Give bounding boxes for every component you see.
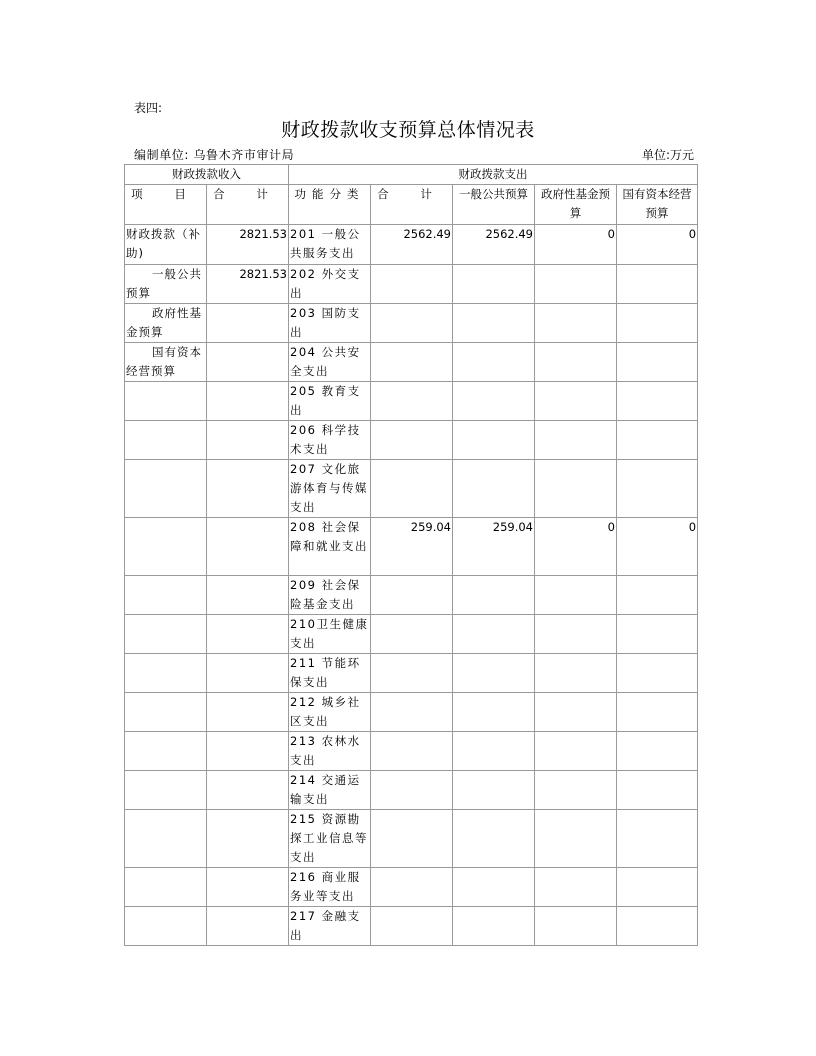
expense-general-cell: [453, 654, 535, 693]
expense-capital-cell: [617, 576, 698, 615]
expense-capital-cell: [617, 868, 698, 907]
column-header-item: 项 目: [125, 185, 207, 225]
column-header-function-class: 功能分类: [289, 185, 371, 225]
expense-function-cell: 210卫生健康支出: [289, 615, 371, 654]
income-total-cell: [207, 460, 289, 518]
expense-function-cell: 214 交通运输支出: [289, 771, 371, 810]
income-item-cell: [125, 868, 207, 907]
expense-total-cell: [371, 907, 453, 946]
expense-total-cell: [371, 460, 453, 518]
expense-fund-cell: [535, 693, 617, 732]
expense-capital-cell: [617, 304, 698, 343]
table-row: [125, 421, 698, 460]
expense-total-cell: [371, 343, 453, 382]
expense-total-cell: [371, 382, 453, 421]
expense-capital-cell: 0: [617, 518, 698, 576]
expense-general-cell: [453, 615, 535, 654]
expense-total-cell: 259.04: [371, 518, 453, 576]
expense-fund-cell: [535, 343, 617, 382]
income-total-cell: [207, 304, 289, 343]
unit-label: 单位:万元: [641, 148, 694, 162]
income-total-cell: [207, 576, 289, 615]
expense-general-cell: [453, 576, 535, 615]
expense-function-cell: 204 公共安全支出: [289, 343, 371, 382]
expense-total-cell: [371, 732, 453, 771]
income-total-cell: [207, 421, 289, 460]
expense-general-cell: [453, 868, 535, 907]
expense-capital-cell: 0: [617, 225, 698, 265]
income-total-cell: [207, 615, 289, 654]
expense-fund-cell: [535, 304, 617, 343]
expense-general-cell: [453, 771, 535, 810]
expense-fund-cell: [535, 810, 617, 868]
expense-fund-cell: [535, 732, 617, 771]
expense-function-cell: 216 商业服务业等支出: [289, 868, 371, 907]
income-item-cell: [125, 810, 207, 868]
expense-general-cell: 259.04: [453, 518, 535, 576]
income-item-cell: [125, 460, 207, 518]
budget-table: [124, 164, 698, 946]
expense-function-cell: 203 国防支出: [289, 304, 371, 343]
column-header-row: [125, 185, 698, 225]
expense-capital-cell: [617, 382, 698, 421]
expense-total-cell: [371, 304, 453, 343]
expense-fund-cell: [535, 382, 617, 421]
table-row: [125, 225, 698, 265]
income-item-cell: 政府性基金预算: [125, 304, 207, 343]
expense-capital-cell: [617, 693, 698, 732]
section-header-row: [125, 165, 698, 185]
column-header-state-capital: 国有资本经营预算: [617, 185, 698, 225]
table-row: [125, 460, 698, 518]
table-row: [125, 771, 698, 810]
table-row: [125, 693, 698, 732]
expense-function-cell: 217 金融支出: [289, 907, 371, 946]
expense-capital-cell: [617, 343, 698, 382]
expense-total-cell: [371, 421, 453, 460]
expense-general-cell: [453, 460, 535, 518]
expense-function-cell: 215 资源勘探工业信息等支出: [289, 810, 371, 868]
expense-fund-cell: [535, 265, 617, 304]
column-header-general-budget: 一般公共预算: [453, 185, 535, 225]
expense-total-cell: [371, 654, 453, 693]
expense-fund-cell: 0: [535, 225, 617, 265]
income-item-cell: [125, 654, 207, 693]
expense-capital-cell: [617, 460, 698, 518]
expense-capital-cell: [617, 810, 698, 868]
income-item-cell: [125, 576, 207, 615]
expense-total-cell: [371, 771, 453, 810]
expense-general-cell: [453, 732, 535, 771]
document-title: 财政拨款收支预算总体情况表: [281, 119, 535, 141]
income-total-cell: [207, 907, 289, 946]
expense-capital-cell: [617, 421, 698, 460]
income-item-cell: [125, 421, 207, 460]
income-total-cell: [207, 868, 289, 907]
expense-fund-cell: [535, 771, 617, 810]
expense-fund-cell: [535, 576, 617, 615]
expense-total-cell: 2562.49: [371, 225, 453, 265]
expense-fund-cell: [535, 907, 617, 946]
income-total-cell: [207, 382, 289, 421]
expense-fund-cell: [535, 654, 617, 693]
expense-fund-cell: [535, 868, 617, 907]
expense-section-header: 财政拨款支出: [289, 165, 698, 185]
table-row: [125, 518, 698, 576]
income-total-cell: [207, 693, 289, 732]
income-total-cell: [207, 343, 289, 382]
expense-general-cell: [453, 693, 535, 732]
income-item-cell: [125, 382, 207, 421]
income-item-cell: 一般公共预算: [125, 265, 207, 304]
column-header-gov-fund: 政府性基金预算: [535, 185, 617, 225]
income-total-cell: [207, 654, 289, 693]
organization-label: 编制单位: 乌鲁木齐市审计局: [134, 148, 295, 162]
expense-general-cell: 2562.49: [453, 225, 535, 265]
expense-total-cell: [371, 693, 453, 732]
expense-function-cell: 207 文化旅游体育与传媒支出: [289, 460, 371, 518]
expense-fund-cell: 0: [535, 518, 617, 576]
income-item-cell: 国有资本经营预算: [125, 343, 207, 382]
table-row: [125, 654, 698, 693]
column-header-income-total: 合 计: [207, 185, 289, 225]
expense-general-cell: [453, 265, 535, 304]
expense-total-cell: [371, 615, 453, 654]
expense-function-cell: 212 城乡社区支出: [289, 693, 371, 732]
income-item-cell: [125, 732, 207, 771]
expense-fund-cell: [535, 615, 617, 654]
expense-capital-cell: [617, 654, 698, 693]
expense-total-cell: [371, 576, 453, 615]
income-total-cell: 2821.53: [207, 265, 289, 304]
income-item-cell: [125, 615, 207, 654]
expense-capital-cell: [617, 732, 698, 771]
table-row: [125, 810, 698, 868]
expense-general-cell: [453, 421, 535, 460]
table-row: [125, 868, 698, 907]
income-total-cell: [207, 810, 289, 868]
table-row: [125, 265, 698, 304]
expense-fund-cell: [535, 460, 617, 518]
expense-function-cell: 206 科学技术支出: [289, 421, 371, 460]
expense-function-cell: 209 社会保险基金支出: [289, 576, 371, 615]
expense-function-cell: 213 农林水支出: [289, 732, 371, 771]
income-total-cell: [207, 771, 289, 810]
expense-function-cell: 208 社会保障和就业支出: [289, 518, 371, 576]
income-item-cell: [125, 693, 207, 732]
expense-function-cell: 202 外交支出: [289, 265, 371, 304]
income-total-cell: 2821.53: [207, 225, 289, 265]
income-item-cell: 财政拨款（补助): [125, 225, 207, 265]
expense-total-cell: [371, 868, 453, 907]
expense-general-cell: [453, 907, 535, 946]
expense-general-cell: [453, 304, 535, 343]
expense-capital-cell: [617, 771, 698, 810]
table-row: [125, 343, 698, 382]
table-row: [125, 382, 698, 421]
expense-function-cell: 205 教育支出: [289, 382, 371, 421]
income-item-cell: [125, 771, 207, 810]
table-row: [125, 576, 698, 615]
income-item-cell: [125, 518, 207, 576]
table-row: [125, 732, 698, 771]
expense-total-cell: [371, 810, 453, 868]
expense-function-cell: 201 一般公共服务支出: [289, 225, 371, 265]
expense-general-cell: [453, 343, 535, 382]
income-total-cell: [207, 518, 289, 576]
expense-function-cell: 211 节能环保支出: [289, 654, 371, 693]
table-row: [125, 615, 698, 654]
table-row: [125, 304, 698, 343]
income-total-cell: [207, 732, 289, 771]
income-item-cell: [125, 907, 207, 946]
expense-capital-cell: [617, 265, 698, 304]
expense-total-cell: [371, 265, 453, 304]
expense-capital-cell: [617, 907, 698, 946]
expense-general-cell: [453, 382, 535, 421]
table-label: 表四:: [134, 101, 163, 115]
expense-fund-cell: [535, 421, 617, 460]
column-header-expense-total: 合 计: [371, 185, 453, 225]
table-row: [125, 907, 698, 946]
income-section-header: 财政拨款收入: [125, 165, 289, 185]
expense-general-cell: [453, 810, 535, 868]
expense-capital-cell: [617, 615, 698, 654]
